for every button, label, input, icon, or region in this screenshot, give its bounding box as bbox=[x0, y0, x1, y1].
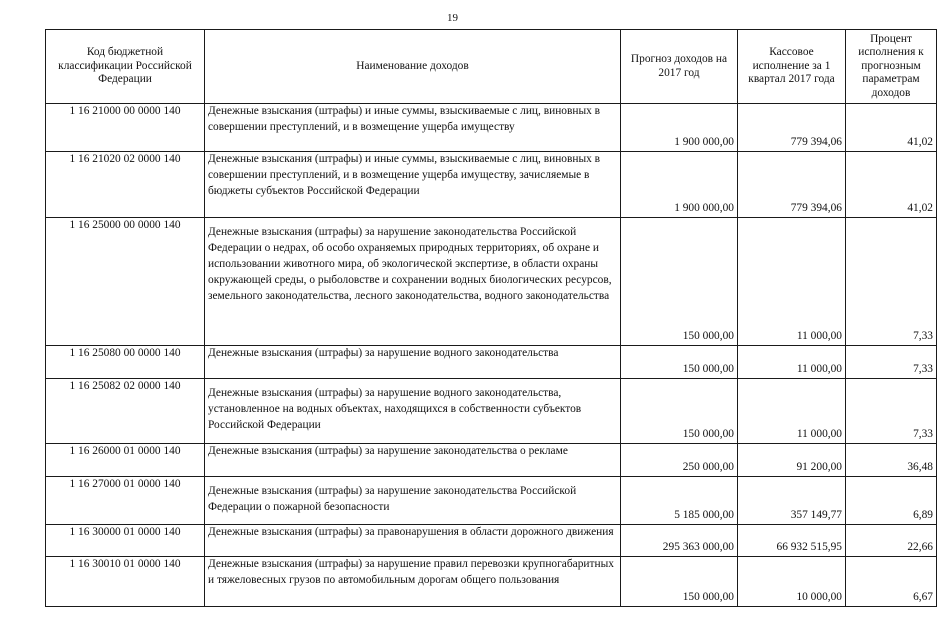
page-number: 19 bbox=[447, 12, 458, 24]
row-execution: 779 394,06 bbox=[738, 104, 846, 152]
table-row bbox=[46, 477, 937, 525]
header-forecast: Прогноз доходов на 2017 год bbox=[621, 30, 738, 104]
row-forecast: 250 000,00 bbox=[621, 444, 738, 477]
row-forecast: 295 363 000,00 bbox=[621, 525, 738, 557]
row-percent: 22,66 bbox=[846, 525, 937, 557]
row-percent: 41,02 bbox=[846, 104, 937, 152]
table-row bbox=[46, 379, 937, 444]
row-percent: 6,67 bbox=[846, 557, 937, 607]
header-execution: Кассовое исполнение за 1 квартал 2017 года bbox=[738, 30, 846, 104]
header-percent: Процент исполнения к прогнозным параметрам доходов bbox=[846, 30, 937, 104]
row-execution: 11 000,00 bbox=[738, 218, 846, 346]
row-percent: 7,33 bbox=[846, 346, 937, 379]
row-name: Денежные взыскания (штрафы) и иные суммы, взыскиваемые с лиц, виновных в совершении преступлений, и в возмещение ущерба имуществу bbox=[205, 104, 621, 152]
row-code: 1 16 25080 00 0000 140 bbox=[46, 346, 205, 379]
row-forecast: 150 000,00 bbox=[621, 218, 738, 346]
revenue-table bbox=[45, 29, 937, 607]
row-forecast: 5 185 000,00 bbox=[621, 477, 738, 525]
table-header-row bbox=[46, 30, 937, 104]
row-name: Денежные взыскания (штрафы) и иные суммы, взыскиваемые с лиц, виновных в совершении преступлений, и в возмещение ущерба имуществу, зачисляемые в бюджеты субъектов Российской Федерации bbox=[205, 152, 621, 218]
row-name: Денежные взыскания (штрафы) за нарушение законодательства Российской Федерации о недрах, об особо охраняемых природных территориях, об охране и использовании животного мира, об экологической экспертизе, в области охраны окружающей среды, о рыболовстве и сохранении водных биологических ресурсов, земельного законодательства, лесного законодательства, водного законодательства bbox=[205, 218, 621, 346]
row-execution: 10 000,00 bbox=[738, 557, 846, 607]
row-code: 1 16 30010 01 0000 140 bbox=[46, 557, 205, 607]
table-row bbox=[46, 525, 937, 557]
row-name: Денежные взыскания (штрафы) за нарушение водного законодательства bbox=[205, 346, 621, 379]
row-code: 1 16 26000 01 0000 140 bbox=[46, 444, 205, 477]
row-forecast: 150 000,00 bbox=[621, 379, 738, 444]
table-row bbox=[46, 444, 937, 477]
row-execution: 357 149,77 bbox=[738, 477, 846, 525]
row-forecast: 150 000,00 bbox=[621, 346, 738, 379]
table-row bbox=[46, 104, 937, 152]
header-name: Наименование доходов bbox=[205, 30, 621, 104]
row-name: Денежные взыскания (штрафы) за нарушение законодательства Российской Федерации о пожарной безопасности bbox=[205, 477, 621, 525]
row-code: 1 16 25082 02 0000 140 bbox=[46, 379, 205, 444]
row-percent: 36,48 bbox=[846, 444, 937, 477]
header-code: Код бюджетной классификации Российской Федерации bbox=[46, 30, 205, 104]
row-percent: 7,33 bbox=[846, 218, 937, 346]
row-name: Денежные взыскания (штрафы) за нарушение водного законодательства, установленное на водных объектах, находящихся в собственности субъектов Российской Федерации bbox=[205, 379, 621, 444]
row-forecast: 150 000,00 bbox=[621, 557, 738, 607]
row-code: 1 16 25000 00 0000 140 bbox=[46, 218, 205, 346]
row-percent: 41,02 bbox=[846, 152, 937, 218]
row-forecast: 1 900 000,00 bbox=[621, 104, 738, 152]
row-percent: 6,89 bbox=[846, 477, 937, 525]
table-row bbox=[46, 557, 937, 607]
row-execution: 779 394,06 bbox=[738, 152, 846, 218]
table-row bbox=[46, 346, 937, 379]
row-code: 1 16 27000 01 0000 140 bbox=[46, 477, 205, 525]
row-code: 1 16 21000 00 0000 140 bbox=[46, 104, 205, 152]
row-percent: 7,33 bbox=[846, 379, 937, 444]
row-name: Денежные взыскания (штрафы) за правонарушения в области дорожного движения bbox=[205, 525, 621, 557]
row-name: Денежные взыскания (штрафы) за нарушение законодательства о рекламе bbox=[205, 444, 621, 477]
row-forecast: 1 900 000,00 bbox=[621, 152, 738, 218]
row-code: 1 16 21020 02 0000 140 bbox=[46, 152, 205, 218]
row-execution: 66 932 515,95 bbox=[738, 525, 846, 557]
row-code: 1 16 30000 01 0000 140 bbox=[46, 525, 205, 557]
row-execution: 11 000,00 bbox=[738, 346, 846, 379]
row-name: Денежные взыскания (штрафы) за нарушение правил перевозки крупногабаритных и тяжеловесных грузов по автомобильным дорогам общего пользования bbox=[205, 557, 621, 607]
table-row bbox=[46, 218, 937, 346]
row-execution: 11 000,00 bbox=[738, 379, 846, 444]
row-execution: 91 200,00 bbox=[738, 444, 846, 477]
table-row bbox=[46, 152, 937, 218]
